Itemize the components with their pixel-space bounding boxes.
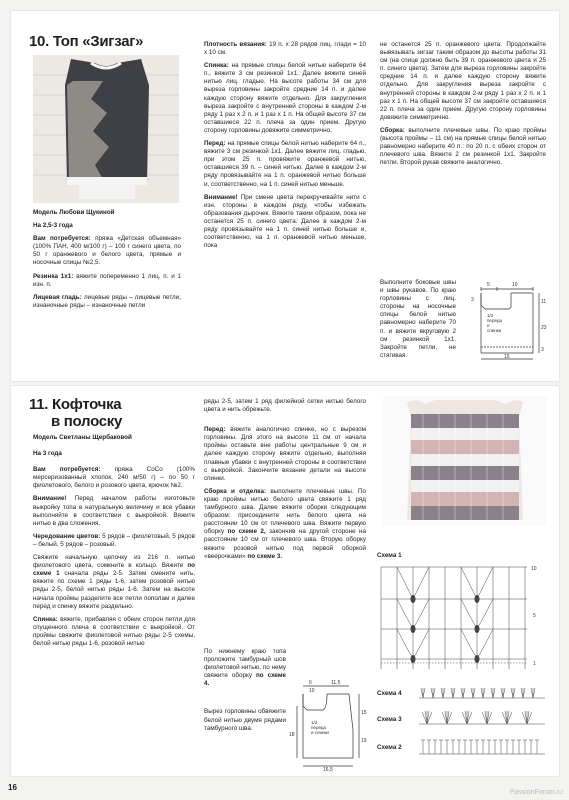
product-photo	[383, 396, 547, 526]
density-paragraph: Плотность вязания: 19 п. х 28 рядов лиц. глади = 10 х 10 см.	[204, 41, 366, 57]
continuation-paragraph: не останется 25 п. оранжевого цвета. Продолжайте вывязывать зигзаг таким образом до высоты работы 31 см (на спице должно быть 39 п. оранжевого цвета и 25 п. синего цвета). Затем для выреза горловины закройте средние 14 п. и далее каждую сторону вяжите отдельно. Для закругления выреза закройте с внутренней стороны в каждом 2-м ряду 1 раз х 2 п. и 1 раз х 1 п. На общей высоте 37 см закройте оставшиеся 22 п. плеча за один прием. Другую сторону горловины довяжите симметрично.	[380, 41, 546, 121]
dim-right-2: 23	[541, 325, 547, 331]
scheme2-label: Схема 2	[377, 744, 402, 751]
scheme3-diagram	[419, 708, 545, 726]
dim-top-1: 5	[487, 282, 490, 288]
back-paragraph: Спинка: на прямые спицы белой нитью наберите 64 п., вяжите 3 см резинкой 1х1. Далее вяжите синей нитью лиц. гладью. На высоте работы 34 см для выреза горловины закройте средние 14 п. и далее каждую сторону вяжите отдельно. Для закругления выреза закройте с внутренней стороны в каждом 2-м ряду 1 раз х 2 п. и 1 раз х 1 п. На общей высоте 37 см оставшиеся 22 п. плеча за один прием. Другую сторону горловины довяжите симметрично.	[204, 62, 367, 134]
pattern-diagram-top	[467, 281, 551, 361]
attention-paragraph: Внимание! Перед началом работы изготовьте выкройку топа в натуральную величину и все убавки выполняйте в соответствии с выкройкой. Вяжите нитью в два сложения.	[33, 495, 196, 527]
dim-left: 18	[289, 732, 295, 738]
scheme4-label: Схема 4	[377, 690, 402, 697]
dim-top-3: 3	[471, 297, 474, 303]
section-title: 10. Топ «Зигзаг»	[29, 33, 144, 50]
front-paragraph: Перед: на прямые спицы белой нитью наберите 64 п., вяжите 3 см резинкой 1х1. Далее вяжите лиц. гладью, при этом 25 п. провяжите оранжевой нитью, оставшиеся 39 п. – синей нитью. Далее в каждом 2-м ряду провязывайте на 1 п. оранжевой нитью больше и, соответственно, на 1 п. синей нитью меньше.	[204, 140, 366, 188]
column-1	[33, 434, 195, 653]
column-2	[204, 398, 366, 566]
dim-right-3: 3	[541, 347, 544, 353]
neck-paragraph: Вырез горловины обвяжите белой нитью двумя рядами тамбурного шва.	[204, 708, 286, 732]
front-paragraph: Перед: вяжите аналогично спинке, но с вырезом горловины. Для этого на высоте 11 см от начала проймы оставьте вне работы центральные 9 см и далее каждую сторону вяжите отдельно, выполняя плавные убавки с внутренней стороны в соответствии с выкройкой. Закончите вязание детали на высоте спинки.	[204, 426, 367, 482]
assembly-continuation: Выполните боковые швы и швы рукавов. По краю горловины с лиц. стороны на носочные спицы белой нитью равномерно наберите 70 п. и вяжите вкруговую 2 см резинкой 1х1. Закройте петли, не стягивая.	[380, 279, 456, 359]
scheme1-label: Схема 1	[377, 552, 402, 559]
section-title-line1: 11. Кофточка	[29, 396, 122, 413]
dim-top-2: 10	[512, 282, 518, 288]
dim-top-3: 11,5	[331, 680, 341, 686]
intro-paragraph: Свяжите начальную цепочку из 216 п. нитью фиолетового цвета, сомкните в кольцо. Вяжите по схеме 1 сначала ряды 2-5. Затем смените нить, вяжите по схеме 1 ряды 1-6, затем розовой нитью ряды 2-5, белой нитью ряды 1-6. Затем на высоте начала проймы разделите все петли пополам и далее перед и спинку вяжите раздельно.	[33, 554, 195, 610]
model-label: Модель Любови Щукиной	[33, 209, 115, 216]
scheme1-diagram	[377, 559, 545, 677]
materials-paragraph: Вам потребуется: пряжа «Детская объемная» (100% ПАН, 400 м/100 г) – 100 г синего цвета, по 50 г оранжевого и белого цвета, прямые и носочные спицы №2,5.	[33, 235, 181, 267]
model-label: Модель Светланы Щербаковой	[33, 434, 132, 441]
materials-paragraph: Вам потребуется: пряжа СоСо (100% мерсеризованный хлопок, 240 м/50 г) – по 50 г фиолетового, белого и розового цвета, крючок №2.	[33, 466, 196, 490]
inner-label-1: 1/2	[487, 313, 494, 318]
inner-label-1: 1/2	[311, 720, 318, 725]
rib-paragraph: Резинка 1х1: вяжите попеременно 1 лиц. п. и 1 изн. п.	[33, 272, 182, 288]
dim-top-2: 10	[309, 688, 315, 694]
dim-right-1: 11	[541, 299, 547, 305]
column-3	[380, 41, 546, 172]
row-number-10: 10	[531, 566, 537, 572]
top-section	[11, 11, 559, 381]
column-1	[33, 209, 181, 315]
col2-top-paragraph: ряды 2-5, затем 1 ряд филейной сетки нитью белого цвета и нить обрежьте.	[204, 398, 366, 414]
scheme2-diagram	[419, 734, 545, 756]
inner-label-3: и	[487, 323, 490, 328]
dim-right-2: 19	[361, 738, 367, 744]
scheme4-diagram	[419, 684, 545, 700]
sizes: На 3 года	[33, 450, 62, 458]
inner-label-2: переда	[311, 725, 326, 730]
dim-bottom: 16,5	[323, 767, 333, 772]
product-photo	[33, 55, 179, 203]
watermark: PassionForum.ru	[509, 789, 563, 796]
scheme3-label: Схема 3	[377, 716, 402, 723]
inner-label-2: переда	[487, 318, 502, 323]
pattern-diagram-bottom	[287, 676, 377, 772]
row-number-5: 5	[533, 613, 536, 619]
dim-right-1: 15	[361, 710, 367, 716]
inner-label-3: и спинки	[311, 730, 329, 735]
section-title-line2: в полоску	[51, 413, 123, 430]
colors-paragraph: Чередование цветов: 5 рядов – фиолетовый, 5 рядов – белый, 5 рядов – розовый.	[33, 532, 195, 548]
bottom-section	[11, 386, 559, 776]
assembly-paragraph: Сборка: выполните плечевые швы. По краю проймы (высота проймы – 11 см) на прямые спицы белой нитью равномерно наберите 40 п.: по 20 п. с обеих сторон от плечевого шва. Вяжите 2 см резинкой 1х1. Закройте петли. Второй рукав свяжите аналогично.	[380, 126, 546, 167]
page-number: 16	[8, 783, 17, 792]
attention-paragraph: Внимание! При смене цвета перекручивайте нити с изн. стороны в каждом ряду, чтобы избежать образования дырочек. Вяжите таким образом, пока не останется 25 п. синего цвета. Далее в каждом 2-м ряду провязывайте на 1 п. синей нитью больше и, соответственно, на 1 п. оранжевой нитью меньше, пока	[204, 193, 366, 250]
finish-paragraph: Сборка и отделка: выполните плечевые швы. По краю проймы нитью белого цвета свяжите 1 ряд тамбурного шва. Далее вяжите оборки следующим образом: присоедините нить белого цвета на расстоянии 10 см от плечевого шва. Вяжите первую оборку по схеме 2, закончив на другой стороне на расстоянии 10 см от плечевого шва. Вторую оборку вяжите розовой нитью под первой оборкой «веерочками» по схеме 3.	[204, 487, 367, 560]
inner-label-4: спинки	[487, 328, 502, 333]
dim-top-1: 6	[309, 680, 312, 686]
face-paragraph: Лицевая гладь: лицевые ряды – лицевые петли, изнаночные ряды – изнаночные петли	[33, 293, 182, 309]
edge-paragraph: По нижнему краю топа проложите тамбурный шов фиолетовой нитью, по нему свяжите оборку по схеме 4. Вырез горловины обвяжите белой нитью двумя рядами тамбурного шва.	[204, 648, 287, 732]
back-paragraph: Спинка: вяжите, прибавляя с обеих сторон петли для спущенного плеча в соответствии с выкройкой. От проймы свяжите фиолетовой нитью ряды 2-5 схемы, белой нитью ряды 1-6, розовой нитью	[33, 615, 195, 647]
sizes: На 2,5-3 года	[33, 222, 73, 230]
row-number-1: 1	[533, 661, 536, 667]
dim-bottom: 15	[504, 354, 510, 360]
column-2	[204, 41, 366, 255]
